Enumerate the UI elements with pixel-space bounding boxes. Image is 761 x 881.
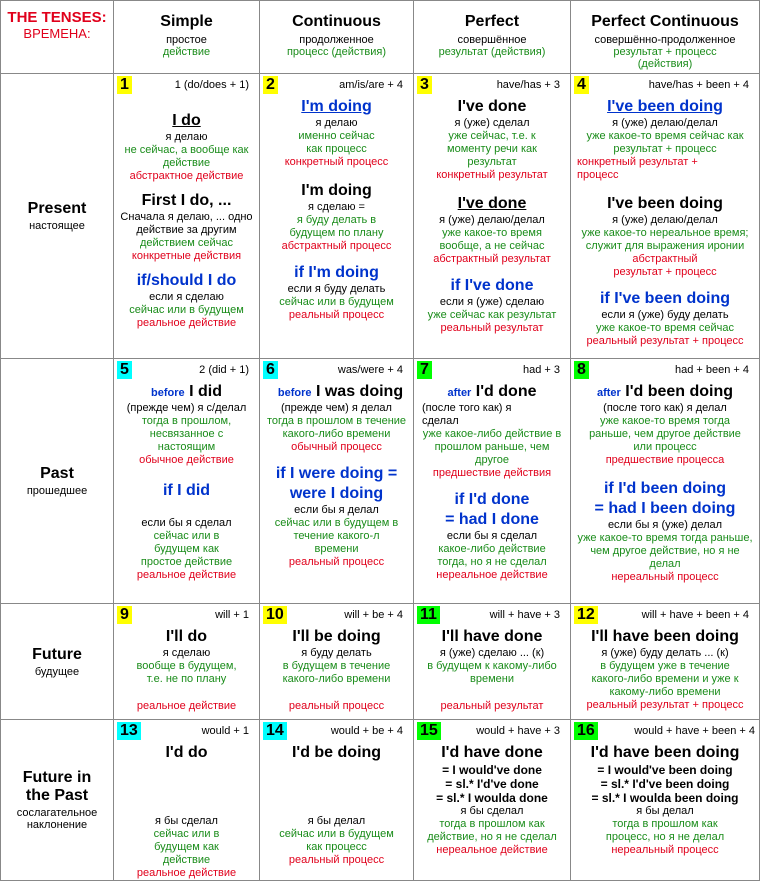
example: if/should I do: [136, 272, 237, 289]
example: I'd have done: [441, 744, 543, 761]
example: I'd be doing: [291, 744, 382, 761]
cell-number: 8: [574, 361, 589, 379]
meaning: предшествие процесса: [605, 454, 725, 466]
translation: если я (уже) буду делать: [601, 309, 729, 321]
translation: если бы я сделал: [141, 517, 232, 529]
formula: 2 (did + 1): [199, 364, 249, 376]
example: if I were doing =: [275, 465, 398, 482]
translation: если я буду делать: [287, 283, 386, 295]
meaning: нереальное действие: [436, 844, 548, 856]
formula: had + been + 4: [674, 364, 749, 376]
meaning: нереальное действие: [436, 569, 548, 581]
usage: уже какое-то нереальное время; служит для выражения иронии: [581, 227, 749, 252]
translation: я (уже) делаю/делал: [439, 214, 545, 226]
formula: will + 1: [215, 609, 249, 621]
meaning: нереальный процесс: [611, 571, 719, 583]
meaning: предшествие действия: [432, 467, 552, 479]
col-desc: результат + процесс (действия): [613, 46, 717, 70]
example: I do: [172, 112, 201, 129]
meaning: реальный результат + процесс: [586, 335, 744, 347]
example: I'd do: [165, 744, 208, 761]
col-ru: совершённо-продолженное: [594, 34, 736, 46]
cell-number: 6: [263, 361, 278, 379]
col-header-simple: [114, 1, 260, 74]
example: First I do, ...: [141, 192, 232, 209]
cell-number: 12: [574, 606, 598, 624]
meaning: реальное действие: [136, 569, 237, 581]
usage: уже какое-то время сейчас: [595, 322, 734, 334]
cell-number: 15: [417, 722, 441, 740]
cell-11: [414, 604, 571, 720]
usage: тогда в прошлом как процесс, но я не делал: [605, 818, 725, 843]
col-title: Perfect Continuous: [591, 13, 739, 30]
usage: тогда в прошлом в течение какого-либо времени: [266, 415, 407, 440]
translation: если бы я сделал: [446, 530, 538, 542]
translation: я буду делать: [301, 647, 372, 659]
meaning: реальный процесс: [288, 700, 385, 712]
example: I'll do: [165, 628, 208, 645]
cell-number: 3: [417, 76, 432, 94]
translation: я (уже) буду делать ... (к): [601, 647, 729, 659]
example: I'd done: [475, 383, 537, 400]
cell-number: 7: [417, 361, 432, 379]
row-ru: прошедшее: [26, 485, 88, 497]
cell-number: 16: [574, 722, 598, 740]
col-header-continuous: [260, 1, 414, 74]
usage: сейчас или в будущем в течение какого-л времени: [274, 517, 399, 555]
translation: (прежде чем) я с/делал: [126, 402, 247, 414]
meaning: реальный результат: [440, 700, 544, 712]
meaning: конкретный процесс: [284, 156, 389, 168]
translation: я (уже) делаю/делал: [612, 214, 718, 226]
example: I've done: [457, 98, 527, 115]
cell-number: 10: [263, 606, 287, 624]
usage: действием сейчас: [139, 237, 234, 249]
cell-7: [414, 359, 571, 604]
usage: я буду делать в будущем по плану: [289, 214, 384, 239]
meaning: реальный результат + процесс: [586, 699, 744, 711]
cell-9: [114, 604, 260, 720]
usage: какое-либо действие тогда, но я не сделал: [437, 543, 547, 568]
col-ru: совершённое: [457, 34, 527, 46]
cell-number: 2: [263, 76, 278, 94]
meaning: абстрактный результат: [433, 253, 551, 265]
cell-number: 14: [263, 722, 287, 740]
cell-8: [571, 359, 760, 604]
formula: was/were + 4: [337, 364, 403, 376]
translation: я делаю: [165, 131, 208, 143]
example: I'm doing: [301, 98, 372, 115]
meaning: обычный процесс: [291, 441, 382, 453]
conjunction: before: [277, 387, 312, 399]
example: if I've been doing: [599, 290, 731, 307]
cell-16: [571, 720, 760, 881]
translation: я сделаю: [162, 647, 211, 659]
usage: уже сейчас как результат: [427, 309, 557, 321]
col-title: Simple: [160, 13, 213, 30]
col-header-perfect-continuous: [571, 1, 760, 74]
usage: сейчас или в будущем как простое действие: [140, 530, 233, 568]
row-title: Past: [40, 465, 74, 482]
header-row: [1, 1, 760, 74]
cell-number: 1: [117, 76, 132, 94]
col-desc: результат (действия): [438, 46, 546, 58]
cell-number: 5: [117, 361, 132, 379]
meaning: конкретный результат: [436, 169, 548, 181]
usage: уже какое-то время тогда раньше, чем другое действие, но я не делал: [577, 532, 753, 570]
meaning: абстрактное действие: [129, 170, 244, 182]
usage: не сейчас, а вообще как действие: [124, 144, 249, 169]
meaning: нереальный процесс: [611, 844, 719, 856]
row-title: Future: [32, 645, 82, 663]
cell-2: [260, 74, 414, 359]
usage: сейчас или в будущем: [129, 304, 244, 316]
translation: я бы делал: [307, 815, 366, 827]
usage: тогда в прошлом как действие, но я не сделал: [427, 818, 557, 843]
cell-5: [114, 359, 260, 604]
meaning: реальный результат: [440, 322, 544, 334]
row-label-future: [1, 604, 114, 720]
meaning: реальное действие: [136, 317, 237, 329]
col-title: Perfect: [464, 13, 520, 30]
example: I've been doing: [607, 195, 723, 212]
cell-number: 13: [117, 722, 141, 740]
usage: именно сейчас как процесс: [298, 130, 375, 155]
example: I've done: [457, 195, 527, 212]
usage: вообще в будущем, т.е. не по плану: [136, 660, 237, 685]
example: if I'm doing: [294, 264, 379, 281]
example: I've been doing: [607, 98, 723, 115]
translation: я сделаю =: [308, 201, 365, 213]
cell-14: [260, 720, 414, 881]
usage: сейчас или в будущем как действие: [153, 828, 220, 866]
corner-cell: [1, 1, 114, 74]
row-ru: настоящее: [29, 220, 85, 232]
example: I'll be doing: [292, 628, 381, 645]
usage: в будущем в течение какого-либо времени: [282, 660, 391, 685]
row-label-past: [1, 359, 114, 604]
variant: = I would've been doing: [597, 763, 733, 777]
usage: сейчас или в будущем: [279, 296, 394, 308]
meaning: абстрактный процесс: [281, 240, 392, 252]
meaning: реальное действие: [136, 867, 237, 879]
conjunction: after: [447, 387, 472, 399]
col-desc: процесс (действия): [286, 46, 387, 58]
cell-number: 11: [417, 606, 440, 624]
col-title: Continuous: [292, 13, 381, 30]
cell-number: 4: [574, 76, 589, 94]
usage: уже какое-то время вообще, а не сейчас: [439, 227, 545, 252]
meaning: абстрактный результат + процесс: [613, 253, 717, 278]
col-desc: действие: [162, 46, 211, 58]
row-title: Future in the Past: [22, 769, 92, 804]
conjunction: before: [151, 387, 185, 399]
formula: would + 1: [201, 725, 249, 737]
translation: если я сделаю: [149, 291, 224, 303]
example: if I'd done: [454, 491, 530, 508]
formula: 1 (do/does + 1): [174, 79, 249, 91]
translation: я делаю: [315, 117, 358, 129]
meaning: конкретный результат + процесс: [577, 156, 698, 181]
cell-1: [114, 74, 260, 359]
example: if I did: [162, 482, 211, 499]
meaning: конкретные действия: [131, 250, 242, 262]
translation: если бы я делал: [294, 504, 379, 516]
translation: я (уже) сделаю ... (к): [439, 647, 545, 659]
cell-15: [414, 720, 571, 881]
row-past: [1, 359, 760, 604]
example-inverted: = had I done: [445, 511, 539, 528]
formula: would + have + 3: [476, 725, 560, 737]
meaning: реальный процесс: [288, 854, 385, 866]
slang-variant: = sl.* I'd've done: [445, 777, 539, 791]
example: if I'd been doing: [603, 480, 726, 497]
example-inverted: = had I been doing: [594, 500, 736, 517]
row-future: [1, 604, 760, 720]
formula: have/has + 3: [496, 79, 560, 91]
vremena-title: ВРЕМЕНА:: [23, 26, 91, 41]
meaning: реальный процесс: [288, 309, 385, 321]
row-ru: будущее: [34, 665, 80, 678]
formula: have/has + been + 4: [648, 79, 749, 91]
translation: (после того как) я сделал: [422, 402, 512, 427]
col-ru: продолженное: [299, 34, 374, 46]
usage: тогда в прошлом, несвязанное с настоящим: [141, 415, 232, 453]
row-present: [1, 74, 760, 359]
formula: would + have + been + 4: [634, 725, 755, 737]
usage: уже какое-то время тогда раньше, чем другое действие или процесс: [589, 415, 741, 453]
cell-10: [260, 604, 414, 720]
col-header-perfect: [414, 1, 571, 74]
usage: в будущем уже в течение какого-либо времени и уже к какому-либо времени: [591, 660, 739, 698]
cell-12: [571, 604, 760, 720]
example: I'd been doing: [625, 383, 734, 400]
translation: я бы делал: [636, 805, 694, 817]
translation: если бы я (уже) делал: [607, 519, 723, 531]
col-ru: простое: [166, 34, 207, 46]
example-inverted: were I doing: [289, 485, 384, 502]
translation: если я (уже) сделаю: [439, 296, 545, 308]
example: I'll have been doing: [591, 628, 739, 645]
row-future-in-the-past: [1, 720, 760, 881]
slang-variant: = sl.* I woulda done: [436, 791, 548, 805]
example: if I've done: [450, 277, 534, 294]
formula: would + be + 4: [330, 725, 403, 737]
cell-number: 9: [117, 606, 132, 624]
cell-6: [260, 359, 414, 604]
formula: am/is/are + 4: [339, 79, 403, 91]
translation: Сначала я делаю, ... одно действие за другим: [120, 211, 253, 236]
meaning: реальное действие: [136, 700, 237, 712]
meaning: обычное действие: [139, 454, 234, 466]
row-label-present: [1, 74, 114, 359]
slang-variant: = sl.* I woulda been doing: [591, 791, 739, 805]
formula: will + have + 3: [489, 609, 560, 621]
meaning: реальный процесс: [288, 556, 385, 568]
translation: (после того как) я делал: [603, 402, 727, 414]
example: I did: [189, 383, 222, 400]
example: I'm doing: [301, 182, 372, 199]
example: I'll have done: [441, 628, 543, 645]
usage: уже какое-то время сейчас как результат + процесс: [586, 130, 744, 155]
slang-variant: = sl.* I'd've been doing: [600, 777, 730, 791]
example: I was doing: [315, 383, 404, 400]
row-title: Present: [27, 200, 87, 217]
translation: я (уже) сделал: [454, 117, 530, 129]
usage: уже сейчас, т.е. к моменту речи как результат: [447, 130, 537, 168]
cell-4: [571, 74, 760, 359]
example: I'd have been doing: [590, 744, 740, 761]
cell-3: [414, 74, 571, 359]
cell-13: [114, 720, 260, 881]
tenses-title: THE TENSES:: [7, 9, 107, 26]
formula: had + 3: [522, 364, 560, 376]
row-label-fitp: [1, 720, 114, 881]
translation: (прежде чем) я делал: [281, 402, 392, 414]
conjunction: after: [596, 387, 621, 399]
formula: will + be + 4: [344, 609, 403, 621]
translation: я бы сделал: [460, 805, 524, 817]
formula: will + have + been + 4: [641, 609, 749, 621]
usage: уже какое-либо действие в прошлом раньше, чем другое: [422, 428, 562, 466]
variant: = I would've done: [442, 763, 542, 777]
row-ru: сослагательное наклонение: [16, 807, 98, 831]
usage: сейчас или в будущем как процесс: [279, 828, 394, 853]
translation: я (уже) делаю/делал: [612, 117, 718, 129]
translation: я бы сделал: [155, 815, 218, 827]
usage: в будущем к какому-либо времени: [427, 660, 557, 685]
